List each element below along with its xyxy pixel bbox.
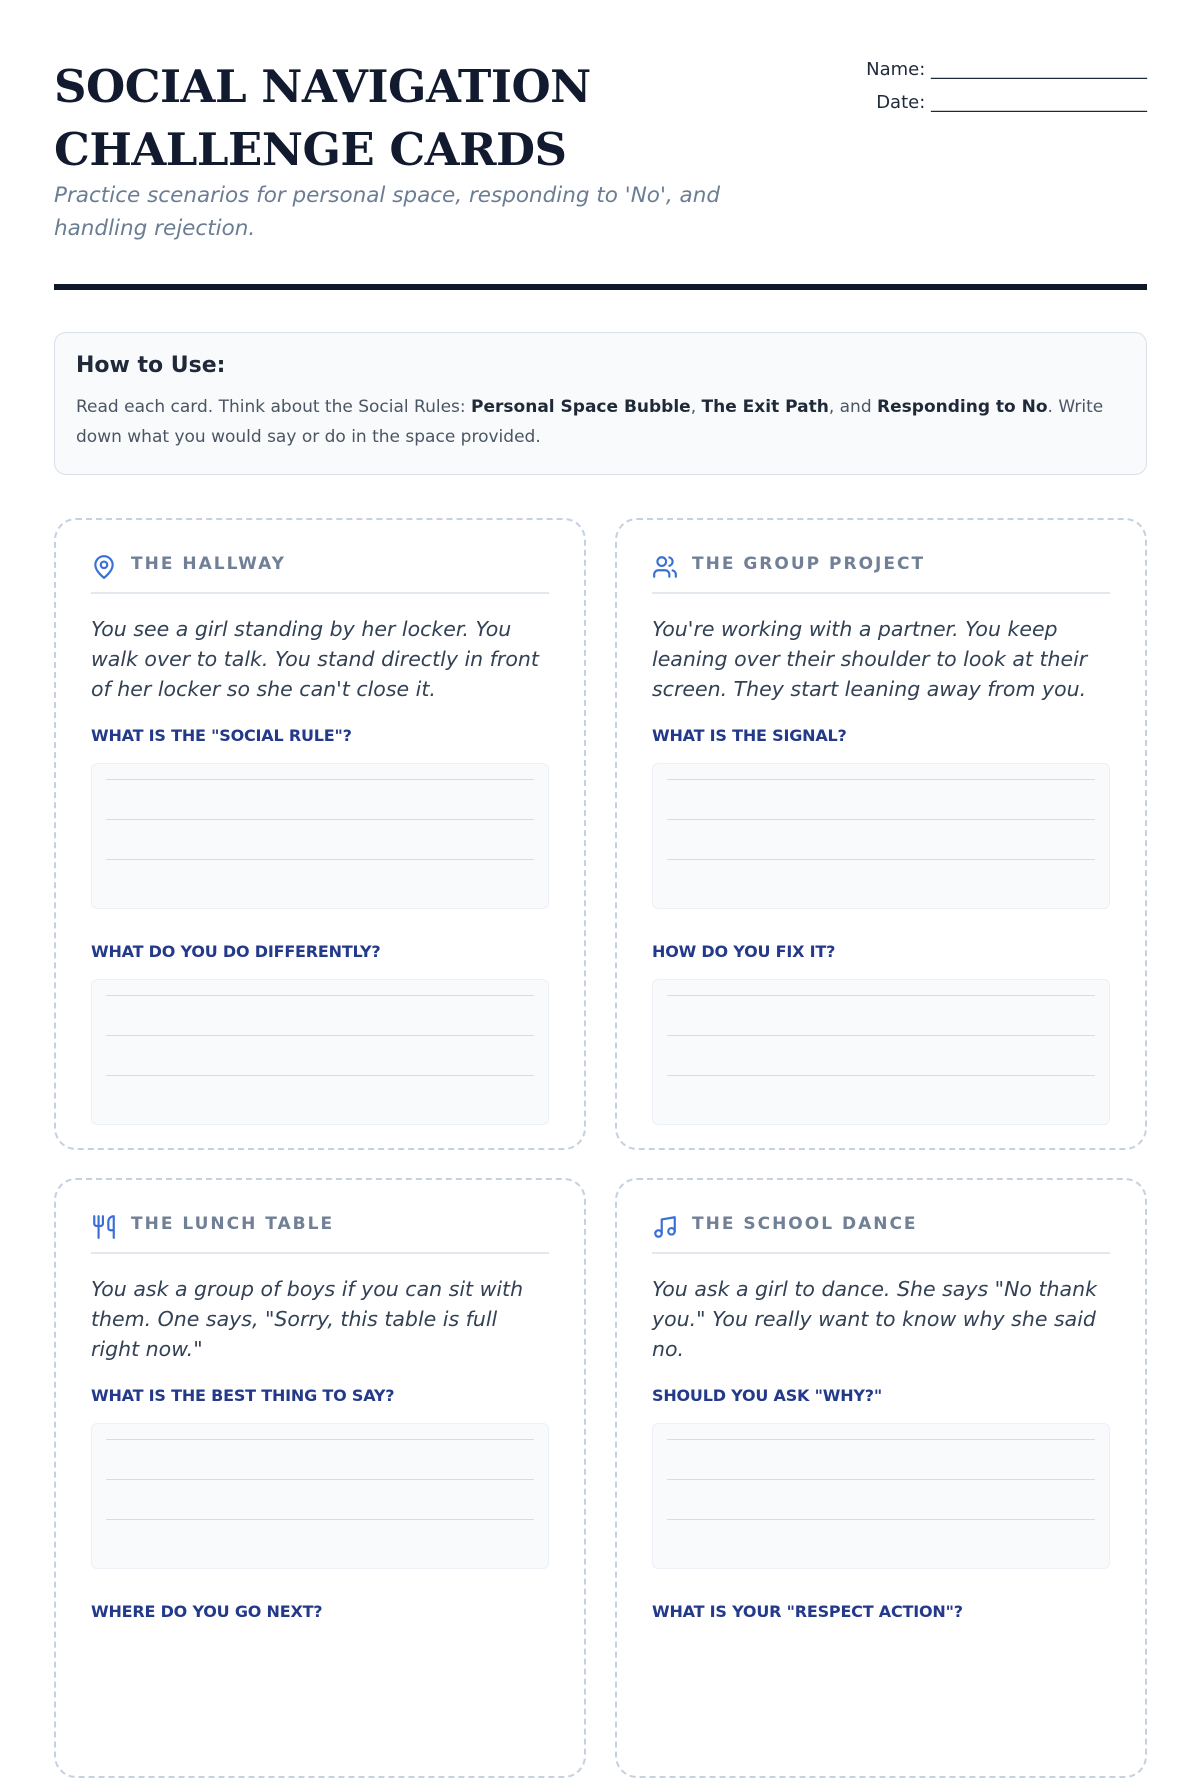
card-header [91, 1212, 549, 1254]
answer-area-1[interactable] [652, 763, 1110, 909]
answer-line [106, 995, 534, 996]
answer-line [667, 779, 1095, 780]
how-to-sep-1: , [690, 397, 702, 417]
card-scenario: You ask a group of boys if you can sit with them. One says, "Sorry, this table is full right now." [91, 1277, 524, 1361]
answer-area-1[interactable] [91, 763, 549, 909]
map-pin-icon [91, 554, 117, 580]
answer-area-1[interactable] [652, 1423, 1110, 1569]
card-title: THE HALLWAY [131, 554, 286, 574]
answer-line [667, 1035, 1095, 1036]
how-to-outro: . Write down what you would say or do in the space provided. [76, 397, 1104, 447]
student-info [827, 53, 1147, 119]
answer-line [106, 1075, 534, 1076]
how-to-sep-2: , and [828, 397, 878, 417]
page-title: SOCIAL NAVIGATION CHALLENGE CARDS [54, 60, 591, 176]
answer-line [667, 859, 1095, 860]
rule-exit-path: The Exit Path [701, 397, 829, 417]
date-field[interactable]: Date: ________________________ [876, 92, 1147, 113]
header-divider [54, 284, 1147, 290]
answer-line [106, 1439, 534, 1440]
answer-line [667, 1439, 1095, 1440]
how-to-use-title: How to Use: [76, 353, 226, 378]
answer-line [667, 1479, 1095, 1480]
card-title: THE LUNCH TABLE [131, 1214, 335, 1234]
answer-line [106, 779, 534, 780]
card-title: THE SCHOOL DANCE [692, 1214, 918, 1234]
worksheet-page [54, 0, 1147, 1621]
utensils-icon [91, 1214, 117, 1240]
music-icon [652, 1214, 678, 1240]
challenge-card-lunch-table [54, 1178, 586, 1778]
card-scenario: You see a girl standing by her locker. You walk over to talk. You stand directly in front of her locker so she can't close it. [91, 617, 539, 701]
card-question-1: WHAT IS THE SIGNAL? [652, 726, 847, 745]
how-to-intro: Read each card. Think about the Social Rules: [76, 397, 472, 417]
answer-line [106, 819, 534, 820]
card-question-2: WHERE DO YOU GO NEXT? [91, 1602, 323, 1621]
worksheet-header [54, 0, 1147, 294]
answer-line [667, 1519, 1095, 1520]
how-to-use-text [76, 392, 1125, 452]
card-question-2: WHAT DO YOU DO DIFFERENTLY? [91, 942, 381, 961]
card-header [91, 552, 549, 594]
answer-area-1[interactable] [91, 1423, 549, 1569]
answer-line [106, 859, 534, 860]
card-question-2: WHAT IS YOUR "RESPECT ACTION"? [652, 1602, 963, 1621]
card-question-1: WHAT IS THE "SOCIAL RULE"? [91, 726, 352, 745]
answer-line [667, 819, 1095, 820]
challenge-card-school-dance [615, 1178, 1147, 1778]
card-question-2: HOW DO YOU FIX IT? [652, 942, 836, 961]
card-header [652, 1212, 1110, 1254]
answer-line [667, 1075, 1095, 1076]
card-scenario: You ask a girl to dance. She says "No thank you." You really want to know why she said no. [652, 1277, 1097, 1361]
how-to-use-box [54, 332, 1147, 475]
answer-line [667, 995, 1095, 996]
users-icon [652, 554, 678, 580]
answer-line [106, 1519, 534, 1520]
answer-area-2[interactable] [91, 979, 549, 1125]
rule-personal-space: Personal Space Bubble [471, 397, 691, 417]
card-header [652, 552, 1110, 594]
challenge-card-hallway [54, 518, 586, 1150]
rule-responding-to-no: Responding to No [877, 397, 1048, 417]
card-title: THE GROUP PROJECT [692, 554, 926, 574]
name-field[interactable]: Name: ________________________ [866, 59, 1147, 80]
page-subtitle: Practice scenarios for personal space, responding to 'No', and handling rejection. [54, 183, 720, 241]
card-question-1: SHOULD YOU ASK "WHY?" [652, 1386, 882, 1405]
answer-line [106, 1035, 534, 1036]
answer-line [106, 1479, 534, 1480]
answer-area-2[interactable] [652, 979, 1110, 1125]
challenge-card-group-project [615, 518, 1147, 1150]
card-scenario: You're working with a partner. You keep leaning over their shoulder to look at their screen. They start leaning away from you. [652, 617, 1088, 701]
card-question-1: WHAT IS THE BEST THING TO SAY? [91, 1386, 395, 1405]
